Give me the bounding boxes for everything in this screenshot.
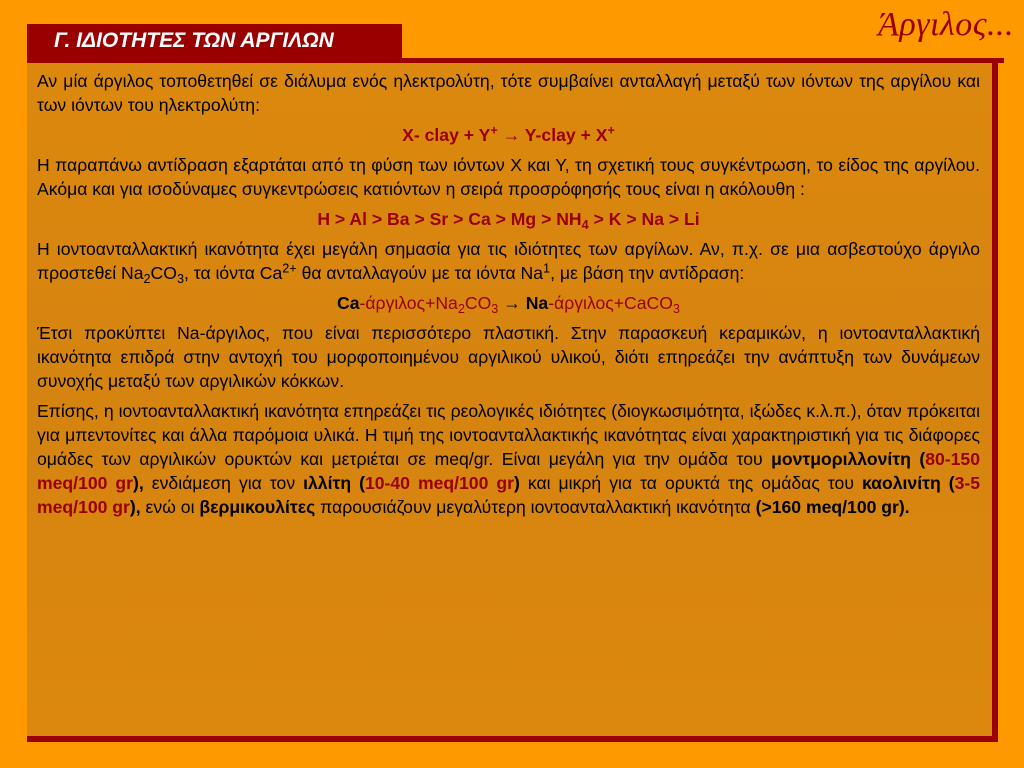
term-illite: ιλλίτη	[303, 473, 352, 493]
panel-right-border	[992, 62, 998, 742]
panel-bottom-border	[27, 736, 998, 742]
series-after: > K > Na > Li	[588, 209, 700, 229]
exchange-equation	[37, 123, 980, 147]
reaction-ca: Ca	[337, 293, 360, 313]
intro-paragraph: Αν μία άργιλος τοποθετηθεί σε διάλυμα ενός ηλεκτρολύτη, τότε συμβαίνει ανταλλαγή μεταξύ των ιόντων της αργίλου και των ιόντων του ηλεκτρολύτη:	[37, 71, 980, 115]
eq-arrow: →	[502, 125, 521, 145]
term-vermiculite: βερμικουλίτες	[199, 497, 316, 517]
result-paragraph: Έτσι προκύπτει Na-άργιλος, που είναι περισσότερο πλαστική. Στην παρασκευή κεραμικών, η ιοντοανταλλακτική ικανότητα επιδρά στην αντοχή του μορφοποιημένου αργιλικού υλικού, διότι επηρεάζει την ανάπτυξη των δυνάμεων συνοχής μεταξύ των αργιλικών κόκκων.	[37, 323, 980, 391]
series-before: H > Al > Ba > Sr > Ca > Mg > NH	[317, 209, 582, 229]
value-illite: 10-40 meq/100 gr	[364, 473, 514, 493]
eq-lhs: X- clay + Y	[402, 125, 491, 145]
eq-rhs: Y-clay + X	[524, 125, 608, 145]
series-sub: 4	[581, 217, 589, 232]
section-title: Γ. ΙΔΙΟΤΗΤΕΣ ΤΩΝ ΑΡΓΙΛΩΝ	[54, 29, 334, 52]
value-vermiculite: (>160 meq/100 gr).	[755, 497, 910, 517]
value-kaolinite: 3-5 meq/100 gr	[37, 473, 980, 517]
eq-lhs-charge: +	[490, 123, 498, 138]
adsorption-series	[37, 207, 980, 231]
term-kaolinite: καολινίτη	[861, 473, 941, 493]
reaction-arrow: →	[503, 293, 521, 313]
term-montmorillonite: μοντμοριλλονίτη	[771, 449, 911, 469]
eq-rhs-charge: +	[607, 123, 615, 138]
dependence-paragraph: Η παραπάνω αντίδραση εξαρτάται από τη φύση των ιόντων Χ και Υ, τη σχετική τους συγκέντρωση, το είδος της αργίλου. Ακόμα και για ισοδύναμες συγκεντρώσεις κατιόντων η σειρά προσρόφησής τους είναι η ακόλουθη :	[37, 155, 980, 199]
rheology-paragraph: Επίσης, η ιοντοανταλλακτική ικανότητα επηρεάζει τις ρεολογικές ιδιότητες (διογκωσιμότητα, ιξώδες κ.λ.π.), όταν πρόκειται για μπεντονίτες και άλλα παρόμοια υλικά. Η τιμή της ιοντοανταλλακτικής ικανότητας είναι χαρακτηριστική για τις διάφορες ομάδες των αργιλικών ορυκτών και μετριέται σε meq/gr. Είναι μεγάλη για την ομάδα του μοντμοριλλονίτη (80-150 meq/100 gr), ενδιάμεση για τον ιλλίτη (10-40 meq/100 gr) και μικρή για τα ορυκτά της ομάδας του καολινίτη (3-5 meq/100 gr), ενώ οι βερμικουλίτες παρουσιάζουν μεγαλύτερη ιοντοανταλλακτική ικανότητα (>160 meq/100 gr).	[37, 401, 980, 517]
header-title: Άργιλος...	[878, 6, 1014, 43]
content-body	[37, 69, 980, 525]
reaction-equation: $Ca-ά\rho\gamma\iota\lambda o\varsigma+Na_2CO_3$ → Na-άργιλος+CaCO$_3$	[337, 293, 680, 316]
reaction-na: Na	[525, 293, 549, 313]
value-montmorillonite: 80-150 meq/100 gr	[37, 449, 980, 493]
importance-paragraph: Η ιοντοανταλλακτική ικανότητα έχει μεγάλη σημασία για τις ιδιότητες των αργίλων. Αν, π.χ. σε μια ασβεστούχο άργιλο προστεθεί $Na_2CO_3$, τα ιόντα $Ca^{2+}$ θα ανταλλαγούν με τα ιόντα Na$^1$, με βάση την αντίδραση:	[37, 239, 980, 286]
